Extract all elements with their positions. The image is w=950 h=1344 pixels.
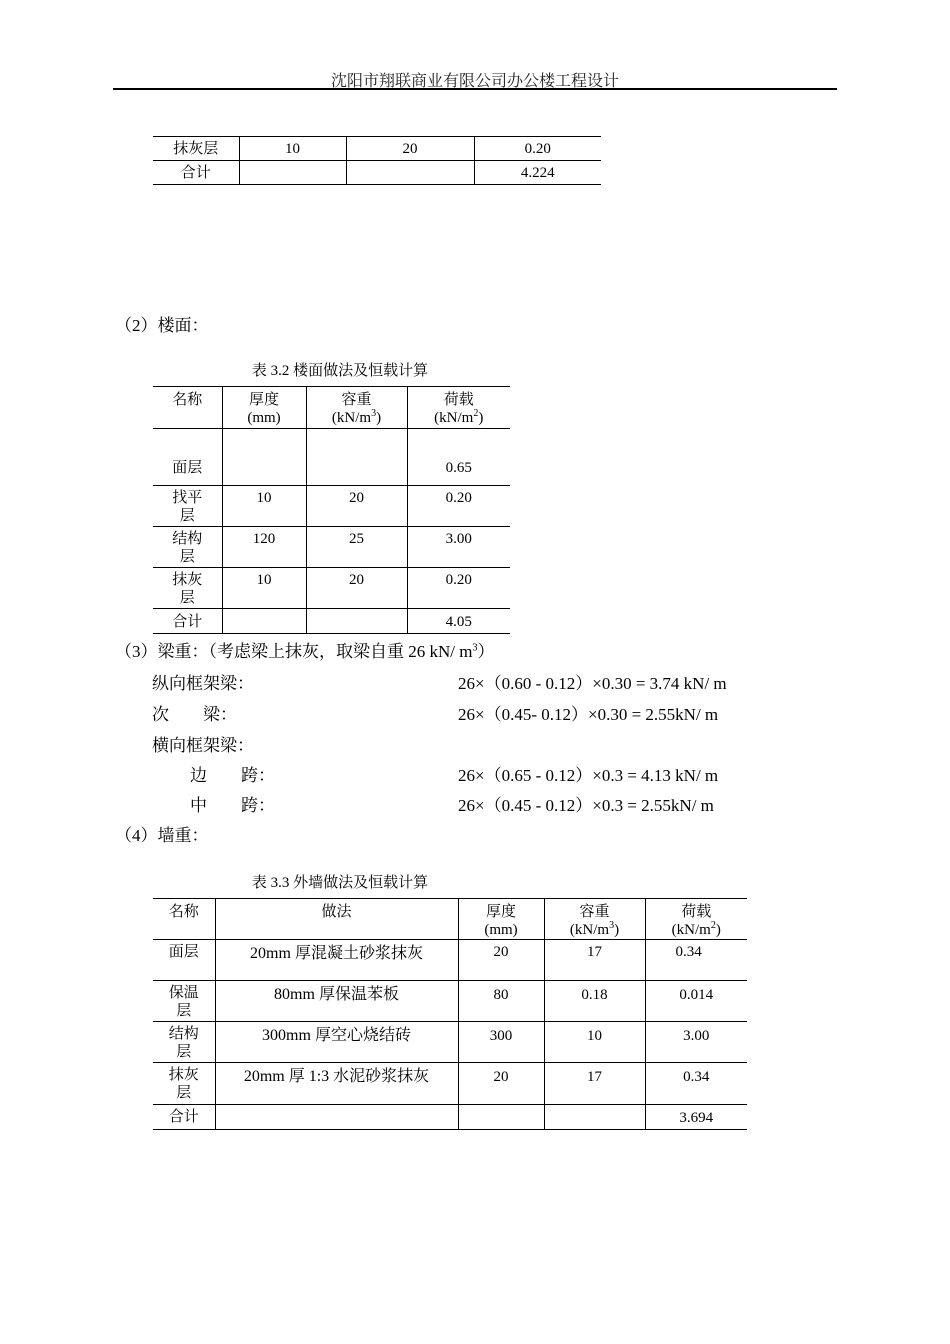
- beam-formula: 26×（0.65 - 0.12）×0.3 = 4.13 kN/ m: [458, 766, 719, 785]
- header-rule: [113, 88, 837, 90]
- table-row: [153, 527, 510, 568]
- row-load: 3.00: [407, 527, 510, 568]
- header-load: 荷载 $(kN/m^2)$: [645, 899, 747, 940]
- row-thickness: 120: [222, 527, 306, 568]
- header-thickness: 厚度 (mm): [222, 387, 306, 429]
- row-name: 面层: [153, 940, 215, 981]
- row-thickness: 20: [458, 1063, 544, 1105]
- table-cell: 20: [346, 137, 474, 161]
- table-cell: 抹灰层: [153, 137, 239, 161]
- table-3-2-caption: 表 3.2 楼面做法及恒载计算: [251, 363, 429, 379]
- row-load: 0.20: [407, 486, 510, 527]
- row-method: 300mm 厚空心烧结砖: [215, 1022, 458, 1063]
- table-cell: 10: [239, 137, 346, 161]
- row-load: 0.34: [645, 940, 747, 981]
- row-density: [306, 429, 407, 486]
- beam-label: 中 跨：: [190, 796, 275, 815]
- row-thickness: 300: [458, 1022, 544, 1063]
- row-thickness: 80: [458, 981, 544, 1022]
- table-row: [153, 486, 510, 527]
- table-row: [153, 940, 747, 981]
- table-row: [153, 137, 601, 161]
- row-load: 0.014: [645, 981, 747, 1022]
- floor-load-table: [153, 386, 510, 634]
- page-header-title: 沈阳市翔联商业有限公司办公楼工程设计: [330, 73, 619, 90]
- row-load: 0.20: [407, 568, 510, 609]
- header-density: 容重 $(kN/m^3)$: [544, 899, 645, 940]
- row-name: 抹灰 层: [153, 568, 222, 609]
- beam-formula: 26×（0.45- 0.12）×0.30 = 2.55kN/ m: [458, 705, 719, 724]
- header-method: 做法: [215, 899, 458, 940]
- row-density: 17: [544, 940, 645, 981]
- section-3-heading: （3）梁重：（考虑梁上抹灰，取梁自重 26 kN/ $m^3$）: [115, 642, 495, 661]
- row-density: [544, 1105, 645, 1130]
- beam-label: 纵向框架梁：: [152, 674, 254, 693]
- row-name: 保温 层: [153, 981, 215, 1022]
- row-density: 17: [544, 1063, 645, 1105]
- row-thickness: 20: [458, 940, 544, 981]
- row-method: [215, 1105, 458, 1130]
- row-density: 0.18: [544, 981, 645, 1022]
- table-cell: [346, 161, 474, 185]
- row-thickness: [222, 609, 306, 634]
- row-name: 结构 层: [153, 1022, 215, 1063]
- row-density: [306, 609, 407, 634]
- table-cell: 合计: [153, 161, 239, 185]
- row-method: 80mm 厚保温苯板: [215, 981, 458, 1022]
- row-method: 20mm 厚 1:3 水泥砂浆抹灰: [215, 1063, 458, 1105]
- table-row: [153, 568, 510, 609]
- table-row: [153, 609, 510, 634]
- wall-load-table: [153, 898, 747, 1130]
- row-density: 20: [306, 486, 407, 527]
- row-load: 3.694: [679, 1110, 714, 1126]
- beam-formula: 26×（0.45 - 0.12）×0.3 = 2.55kN/ m: [458, 796, 714, 815]
- row-thickness: 10: [222, 568, 306, 609]
- header-density: 容重 $(kN/m^3)$: [306, 387, 407, 429]
- beam-label: 次 梁：: [152, 705, 237, 724]
- row-name: 面层: [153, 429, 222, 486]
- table-3-3-caption: 表 3.3 外墙做法及恒载计算: [251, 875, 429, 891]
- row-load: 0.34: [645, 1063, 747, 1105]
- row-density: 10: [544, 1022, 645, 1063]
- row-thickness: 10: [222, 486, 306, 527]
- row-name: 找平 层: [153, 486, 222, 527]
- continued-load-table: [153, 136, 601, 185]
- table-row: [153, 1105, 747, 1130]
- table-header-row: [153, 387, 510, 429]
- header-load: 荷载 $(kN/m^2)$: [407, 387, 510, 429]
- table-row: [153, 161, 601, 185]
- row-density: 20: [306, 568, 407, 609]
- beam-formula: 26×（0.60 - 0.12）×0.30 = 3.74 kN/ m: [458, 674, 727, 693]
- table-cell: 4.224: [520, 164, 555, 181]
- table-row: [153, 429, 510, 486]
- row-load: 0.65: [407, 429, 510, 486]
- row-load: 3.00: [645, 1022, 747, 1063]
- row-name: 抹灰 层: [153, 1063, 215, 1105]
- table-cell: [239, 161, 346, 185]
- header-name: 名称: [153, 899, 215, 940]
- table-header-row: [153, 899, 747, 940]
- row-thickness: [222, 429, 306, 486]
- row-thickness: [458, 1105, 544, 1130]
- row-name: 合计: [153, 609, 222, 634]
- section-4-heading: （4）墙重：: [115, 826, 209, 845]
- table-row: [153, 1063, 747, 1105]
- header-thickness: 厚度 (mm): [458, 899, 544, 940]
- header-name: 名称: [153, 387, 222, 429]
- row-name: 结构 层: [153, 527, 222, 568]
- beam-label: 边 跨：: [190, 766, 275, 785]
- table-row: [153, 1022, 747, 1063]
- table-cell: 0.20: [474, 137, 601, 161]
- table-row: [153, 981, 747, 1022]
- row-name: 合计: [153, 1105, 215, 1130]
- row-method: 20mm 厚混凝土砂浆抹灰: [215, 940, 458, 981]
- row-density: 25: [306, 527, 407, 568]
- section-2-heading: （2）楼面：: [115, 316, 209, 335]
- beam-label: 横向框架梁：: [152, 736, 254, 755]
- row-load: 4.05: [445, 614, 472, 630]
